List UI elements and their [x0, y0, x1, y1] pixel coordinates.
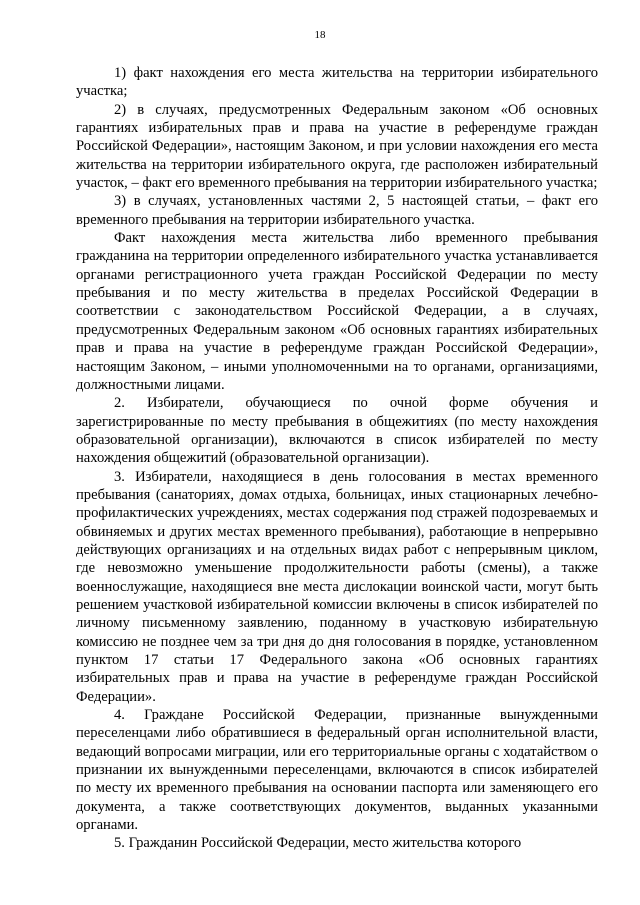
paragraph-clause-1: 1) факт нахождения его места жительства на территории избирательного участка;: [76, 65, 598, 100]
paragraph-clause-2: 2) в случаях, предусмотренных Федеральным законом «Об основных гарантиях избирательных прав и права на участие в референдуме граждан Российской Федерации», настоящим Законом, и при условии нахождения его места жительства на территории избирательного округа, где расположен избирательный участок, – факт его временного пребывания на территории избирательного участка;: [76, 101, 598, 192]
paragraph-item-2: 2. Избиратели, обучающиеся по очной форме обучения и зарегистрированные по месту пребывания в общежитиях (по месту нахождения образовательной организации), включаются в список избирателей по месту нахождения общежитий (образовательной организации).: [76, 395, 598, 467]
paragraph-residence-fact: Факт нахождения места жительства либо временного пребывания гражданина на территории определенного избирательного участка устанавливается органами регистрационного учета граждан Российской Федерации по месту пребывания и по месту жительства в пределах Российской Федерации в соответствии с законодательством Российской Федерации, а в случаях, предусмотренных Федеральным законом «Об основных гарантиях избирательных прав и права на участие в референдуме граждан Российской Федерации», настоящим Законом, – иными уполномоченными на то органами, организациями, должностными лицами.: [76, 230, 598, 393]
paragraph-clause-3: 3) в случаях, установленных частями 2, 5 настоящей статьи, – факт его временного пребывания на территории избирательного участка.: [76, 193, 598, 228]
page-number: 18: [314, 29, 326, 41]
paragraph-item-3: 3. Избиратели, находящиеся в день голосования в местах временного пребывания (санаториях, домах отдыха, больницах, иных стационарных лечебно-профилактических учреждениях, местах содержания под стражей подозреваемых и обвиняемых и других местах временного пребывания), работающие в непрерывно действующих организациях и на отдельных видах работ с непрерывным циклом, где невозможно уменьшение продолжительности работы (смены), а также военнослужащие, находящиеся вне места дислокации воинской части, могут быть решением участковой избирательной комиссии включены в список избирателей по личному письменному заявлению, поданному в участковую избирательную комиссию не позднее чем за три дня до дня голосования в порядке, установленном пунктом 17 статьи 17 Федерального закона «Об основных гарантиях избирательных прав и права на участие в референдуме граждан Российской Федерации».: [76, 468, 598, 705]
paragraph-item-5: 5. Гражданин Российской Федерации, место жительства которого: [114, 835, 522, 852]
paragraph-item-4: 4. Граждане Российской Федерации, признанные вынужденными переселенцами либо обратившиеся в федеральный орган исполнительной власти, ведающий вопросами миграции, или его территориальные органы с ходатайством о признании их вынужденными переселенцами, включаются в список избирателей по месту их временного пребывания на основании паспорта или заменяющего его документа, а также соответствующих документов, выданных указанными органами.: [76, 707, 598, 834]
body-text: [76, 64, 598, 853]
